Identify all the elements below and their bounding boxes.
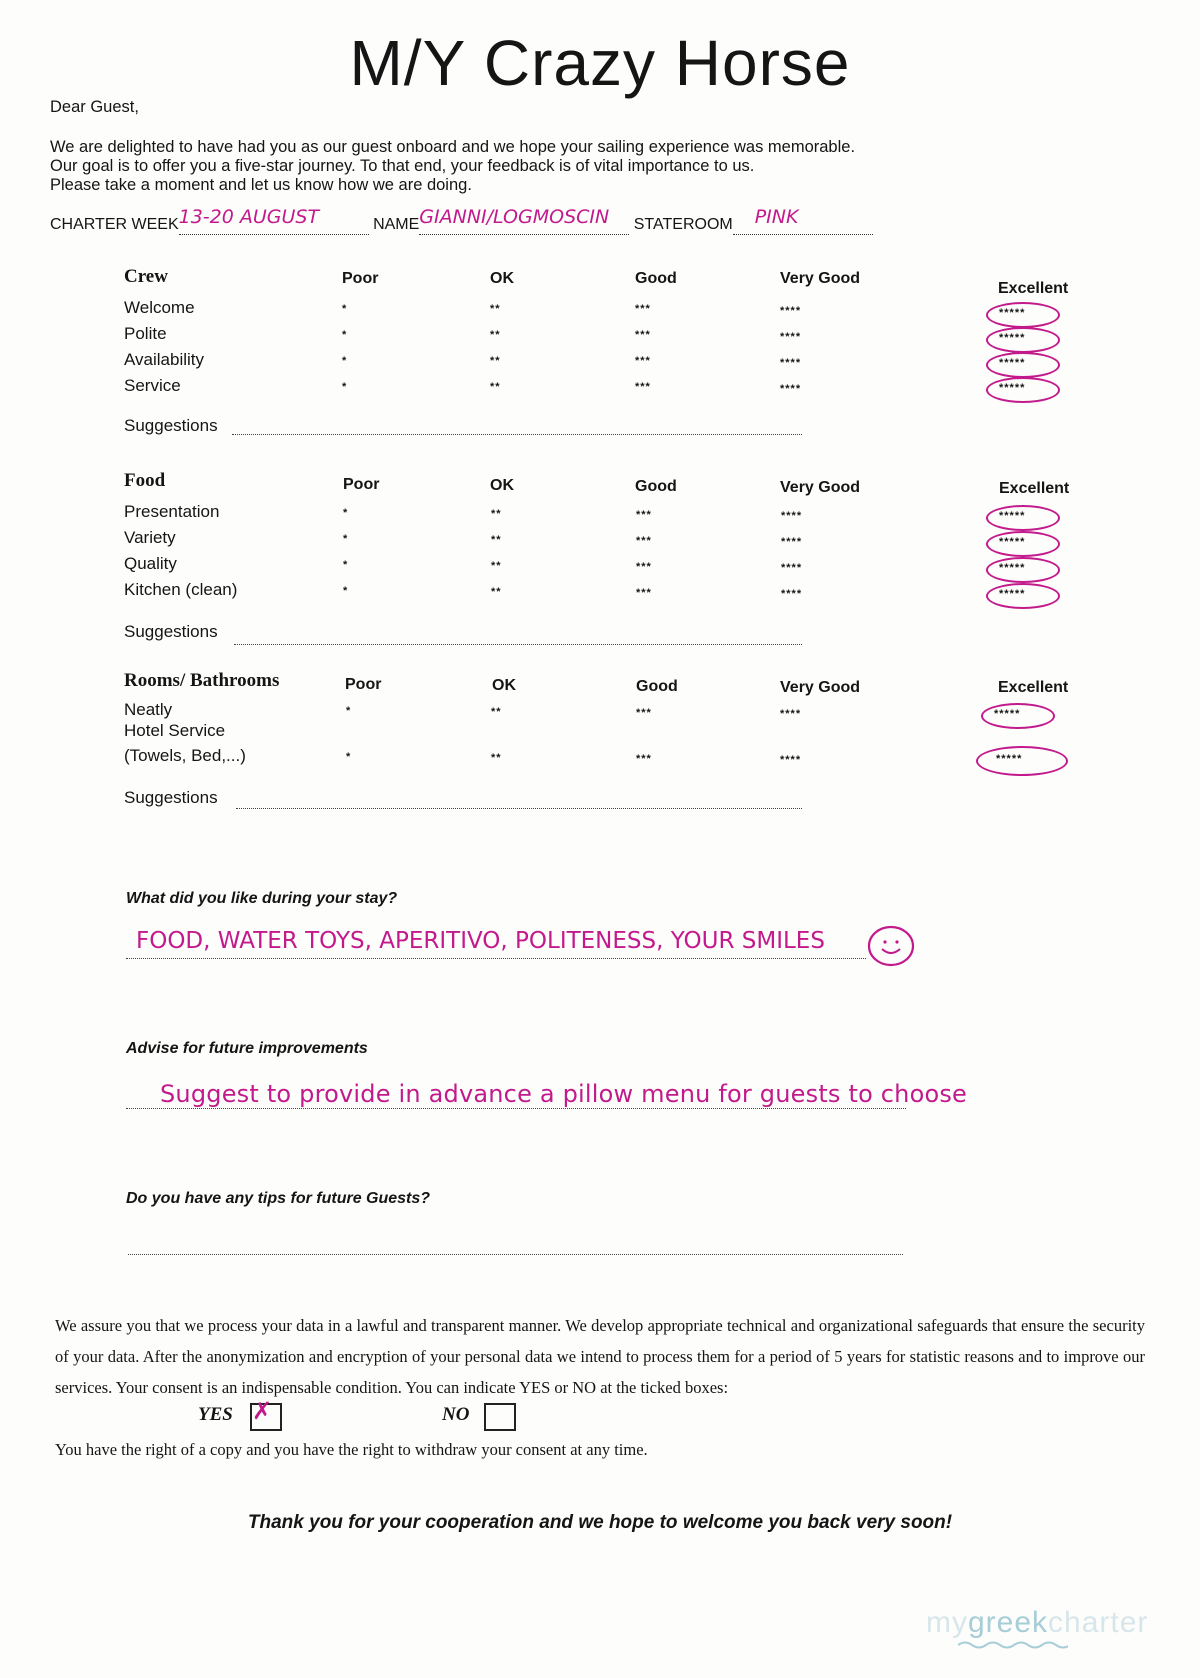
col-poor: Poor (345, 676, 382, 693)
charter-details (50, 206, 930, 235)
rating-ok[interactable]: ** (490, 381, 501, 393)
name-field[interactable] (419, 206, 629, 235)
rating-poor[interactable]: * (342, 355, 348, 367)
suggestions-field[interactable] (236, 808, 802, 809)
rating-ok[interactable]: ** (491, 534, 502, 546)
rating-excellent-circled[interactable] (981, 703, 1055, 729)
intro-line: We are delighted to have had you as our guest onboard and we hope your sailing experience was memorable. (50, 138, 856, 156)
rating-very-good[interactable]: **** (780, 383, 802, 395)
rating-excellent-circled[interactable] (986, 583, 1060, 609)
charter-week-value: 13-20 AUGUST (178, 206, 320, 228)
improve-question: Advise for future improvements (126, 1040, 368, 1057)
col-good: Good (635, 270, 677, 287)
rights-text: You have the right of a copy and you have the right to withdraw your consent at any time. (55, 1440, 648, 1459)
check-mark-icon: ✗ (252, 1398, 273, 1425)
rating-excellent: ***** (999, 332, 1026, 344)
rating-very-good[interactable]: **** (780, 305, 802, 317)
col-poor: Poor (343, 476, 380, 493)
col-poor: Poor (342, 270, 379, 287)
watermark-logo: mygreekcharter (926, 1606, 1149, 1639)
smiley-icon (866, 924, 916, 968)
rating-excellent-circled[interactable] (986, 327, 1060, 353)
rating-excellent-circled[interactable] (986, 531, 1060, 557)
rating-very-good[interactable]: **** (780, 754, 802, 766)
col-very-good: Very Good (780, 270, 861, 287)
section-title: Rooms/ Bathrooms (124, 670, 280, 691)
food-section (120, 470, 1100, 650)
rating-ok[interactable]: ** (491, 706, 502, 718)
section-title: Crew (124, 266, 168, 287)
rating-ok[interactable]: ** (490, 329, 501, 341)
rating-very-good[interactable]: **** (780, 331, 802, 343)
col-very-good: Very Good (780, 479, 861, 496)
rating-excellent-circled[interactable] (986, 352, 1060, 378)
rating-excellent-circled[interactable] (986, 557, 1060, 583)
rating-ok[interactable]: ** (490, 303, 501, 315)
item-label: Variety (124, 528, 176, 547)
rating-ok[interactable]: ** (491, 560, 502, 572)
item-label: Quality (124, 554, 177, 573)
rating-poor[interactable]: * (342, 329, 348, 341)
liked-question: What did you like during your stay? (126, 890, 398, 907)
item-label: Service (124, 376, 181, 395)
rating-excellent: ***** (999, 536, 1026, 548)
col-good: Good (635, 478, 677, 495)
col-excellent: Excellent (998, 679, 1069, 696)
suggestions-label: Suggestions (124, 622, 218, 641)
item-label: Presentation (124, 502, 220, 521)
rating-poor[interactable]: * (343, 559, 349, 571)
tips-answer-line (128, 1254, 903, 1255)
rating-excellent: ***** (999, 307, 1026, 319)
charter-week-field[interactable] (178, 206, 369, 235)
liked-answer-line (126, 958, 866, 959)
rating-excellent-circled[interactable] (976, 746, 1068, 776)
col-excellent: Excellent (999, 480, 1070, 497)
stateroom-field[interactable] (733, 206, 873, 235)
improve-answer[interactable]: Suggest to provide in advance a pillow menu for guests to choose (160, 1080, 968, 1108)
data-consent-text: We assure you that we process your data in a lawful and transparent manner. We develop appropriate technical and organizational safeguards that ensure the security of your data. After the anonymization and encryption of your personal data we intend to process them for a period of 5 years for statistic reasons and to improve our services. Your consent is an indispensable condition. You can indicate YES or NO at the ticked boxes: (55, 1316, 1145, 1397)
item-label: Kitchen (clean) (124, 580, 238, 599)
greeting: Dear Guest, (50, 98, 139, 116)
rating-good[interactable]: *** (635, 381, 651, 393)
stateroom-label: STATEROOM (633, 216, 733, 233)
rating-very-good[interactable]: **** (781, 536, 803, 548)
rating-good[interactable]: *** (635, 329, 651, 341)
section-title: Food (124, 470, 166, 491)
rating-excellent: ***** (999, 562, 1026, 574)
rating-good[interactable]: *** (636, 509, 652, 521)
rating-excellent-circled[interactable] (986, 505, 1060, 531)
tips-question: Do you have any tips for future Guests? (126, 1190, 431, 1207)
suggestions-field[interactable] (232, 434, 802, 435)
thank-you-note: Thank you for your cooperation and we hope to welcome you back very soon! (247, 1512, 953, 1533)
rating-very-good[interactable]: **** (781, 562, 803, 574)
intro-line: Our goal is to offer you a five-star journey. To that end, your feedback is of vital importance to us. (50, 157, 755, 175)
col-ok: OK (490, 477, 514, 494)
rating-poor[interactable]: * (346, 751, 352, 763)
rating-excellent: ***** (999, 588, 1026, 600)
rating-excellent: ***** (994, 708, 1021, 720)
rating-ok[interactable]: ** (491, 752, 502, 764)
item-label: Neatly (124, 700, 173, 719)
rating-excellent: ***** (999, 382, 1026, 394)
item-label: Welcome (124, 298, 195, 317)
rating-good[interactable]: *** (636, 587, 652, 599)
yes-label: YES (198, 1404, 233, 1425)
rating-poor[interactable]: * (343, 507, 349, 519)
rating-very-good[interactable]: **** (781, 510, 803, 522)
col-ok: OK (492, 677, 516, 694)
improve-answer-line (126, 1108, 906, 1109)
rating-poor[interactable]: * (342, 381, 348, 393)
rating-ok[interactable]: ** (491, 508, 502, 520)
rating-very-good[interactable]: **** (780, 708, 802, 720)
rating-excellent: ***** (996, 753, 1023, 765)
intro-line: Please take a moment and let us know how we are doing. (50, 176, 472, 194)
rating-very-good[interactable]: **** (781, 588, 803, 600)
rating-very-good[interactable]: **** (780, 357, 802, 369)
suggestions-field[interactable] (234, 644, 802, 645)
page-title: M/Y Crazy Horse (349, 27, 851, 99)
rating-good[interactable]: *** (636, 753, 652, 765)
rating-good[interactable]: *** (636, 535, 652, 547)
stateroom-value: PINK (754, 206, 799, 228)
col-excellent: Excellent (998, 280, 1069, 297)
rating-ok[interactable]: ** (491, 586, 502, 598)
no-checkbox[interactable] (484, 1403, 516, 1431)
no-label: NO (442, 1404, 470, 1425)
intro-paragraph (50, 138, 930, 195)
rating-good[interactable]: *** (636, 707, 652, 719)
rating-excellent-circled[interactable] (986, 377, 1060, 403)
item-label: Availability (124, 350, 205, 369)
suggestions-label: Suggestions (124, 416, 218, 435)
rating-excellent: ***** (999, 510, 1026, 522)
col-good: Good (636, 678, 678, 695)
rating-excellent-circled[interactable] (986, 302, 1060, 328)
wave-icon (958, 1640, 1068, 1650)
rating-poor[interactable]: * (342, 303, 348, 315)
item-label: Hotel Service (124, 721, 226, 740)
rating-good[interactable]: *** (635, 355, 651, 367)
rating-good[interactable]: *** (635, 303, 651, 315)
rating-ok[interactable]: ** (490, 355, 501, 367)
suggestions-label: Suggestions (124, 788, 218, 807)
rating-poor[interactable]: * (346, 705, 352, 717)
rooms-section (120, 670, 1100, 820)
rating-poor[interactable]: * (343, 533, 349, 545)
rating-good[interactable]: *** (636, 561, 652, 573)
rating-poor[interactable]: * (343, 585, 349, 597)
col-very-good: Very Good (780, 679, 861, 696)
item-label: (Towels, Bed,...) (124, 746, 246, 765)
col-ok: OK (490, 270, 514, 287)
name-value: GIANNI/LOGMOSCIN (419, 206, 610, 228)
name-label: NAME (373, 216, 420, 233)
charter-week-label: CHARTER WEEK (50, 216, 179, 233)
item-label: Polite (124, 324, 167, 343)
rating-excellent: ***** (999, 357, 1026, 369)
liked-answer[interactable]: FOOD, WATER TOYS, APERITIVO, POLITENESS, YOUR SMILES (136, 928, 825, 954)
crew-section (120, 266, 1100, 446)
